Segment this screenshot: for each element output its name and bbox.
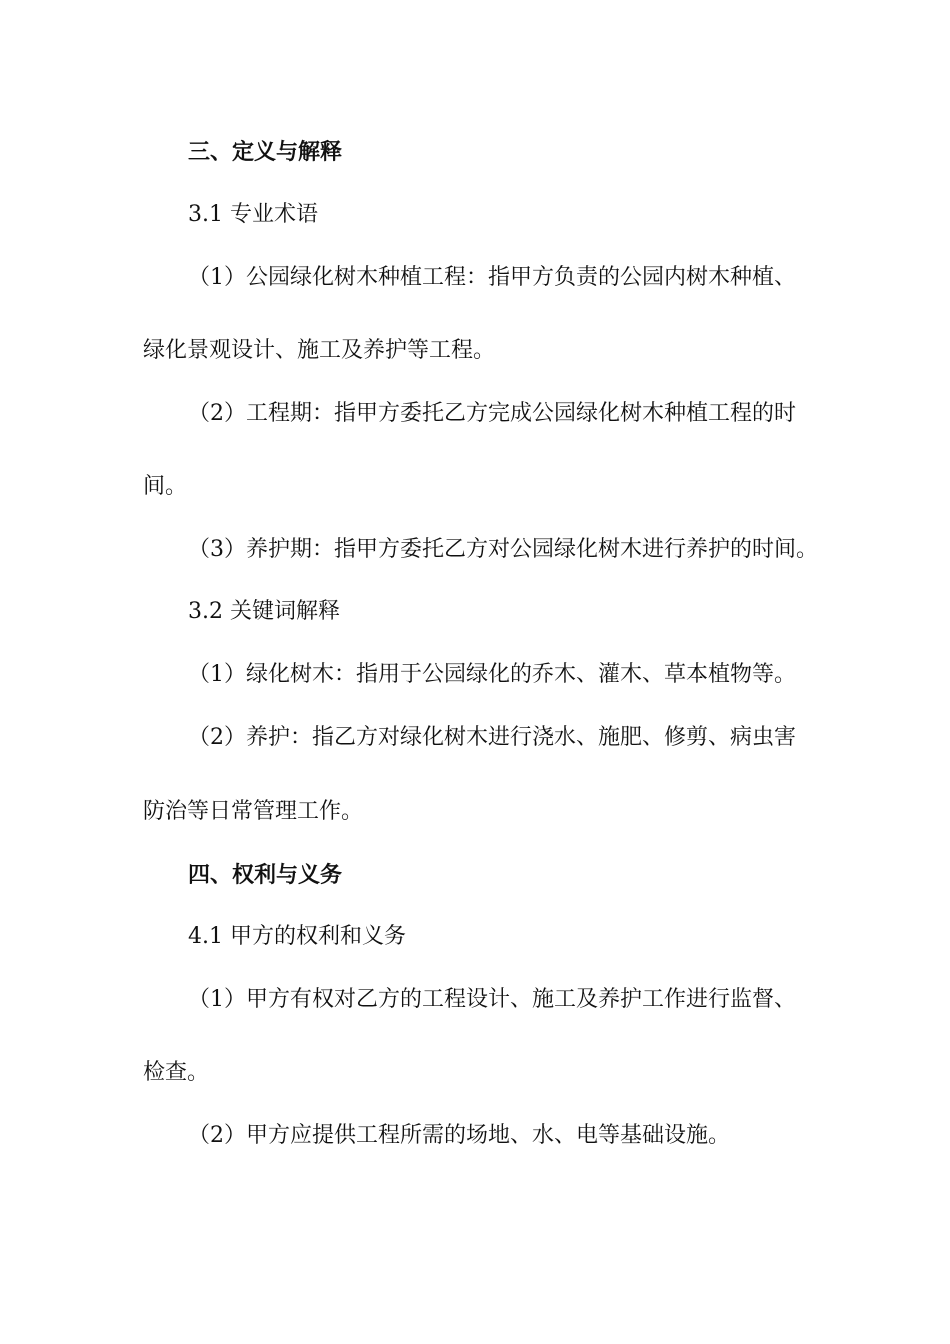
section-heading: 三、定义与解释 xyxy=(188,139,343,165)
paragraph-line: 检查。 xyxy=(143,1060,210,1085)
paragraph-line: （1）公园绿化树木种植工程：指甲方负责的公园内树木种植、 xyxy=(188,265,796,290)
paragraph-line: （2）养护：指乙方对绿化树木进行浇水、施肥、修剪、病虫害 xyxy=(188,725,796,750)
subsection-title: 3.1 专业术语 xyxy=(188,202,318,227)
paragraph-line: 绿化景观设计、施工及养护等工程。 xyxy=(143,338,496,363)
paragraph-line: 间。 xyxy=(143,474,188,499)
paragraph-line: （3）养护期：指甲方委托乙方对公园绿化树木进行养护的时间。 xyxy=(188,537,818,562)
subsection-title: 4.1 甲方的权利和义务 xyxy=(188,924,406,949)
subsection-title: 3.2 关键词解释 xyxy=(188,599,340,624)
section-heading: 四、权利与义务 xyxy=(188,862,343,888)
paragraph-line: 防治等日常管理工作。 xyxy=(143,799,364,824)
paragraph-line: （2）工程期：指甲方委托乙方完成公园绿化树木种植工程的时 xyxy=(188,401,796,426)
paragraph-line: （1）甲方有权对乙方的工程设计、施工及养护工作进行监督、 xyxy=(188,987,796,1012)
paragraph-line: （2）甲方应提供工程所需的场地、水、电等基础设施。 xyxy=(188,1123,730,1148)
paragraph-line: （1）绿化树木：指用于公园绿化的乔木、灌木、草本植物等。 xyxy=(188,662,796,687)
